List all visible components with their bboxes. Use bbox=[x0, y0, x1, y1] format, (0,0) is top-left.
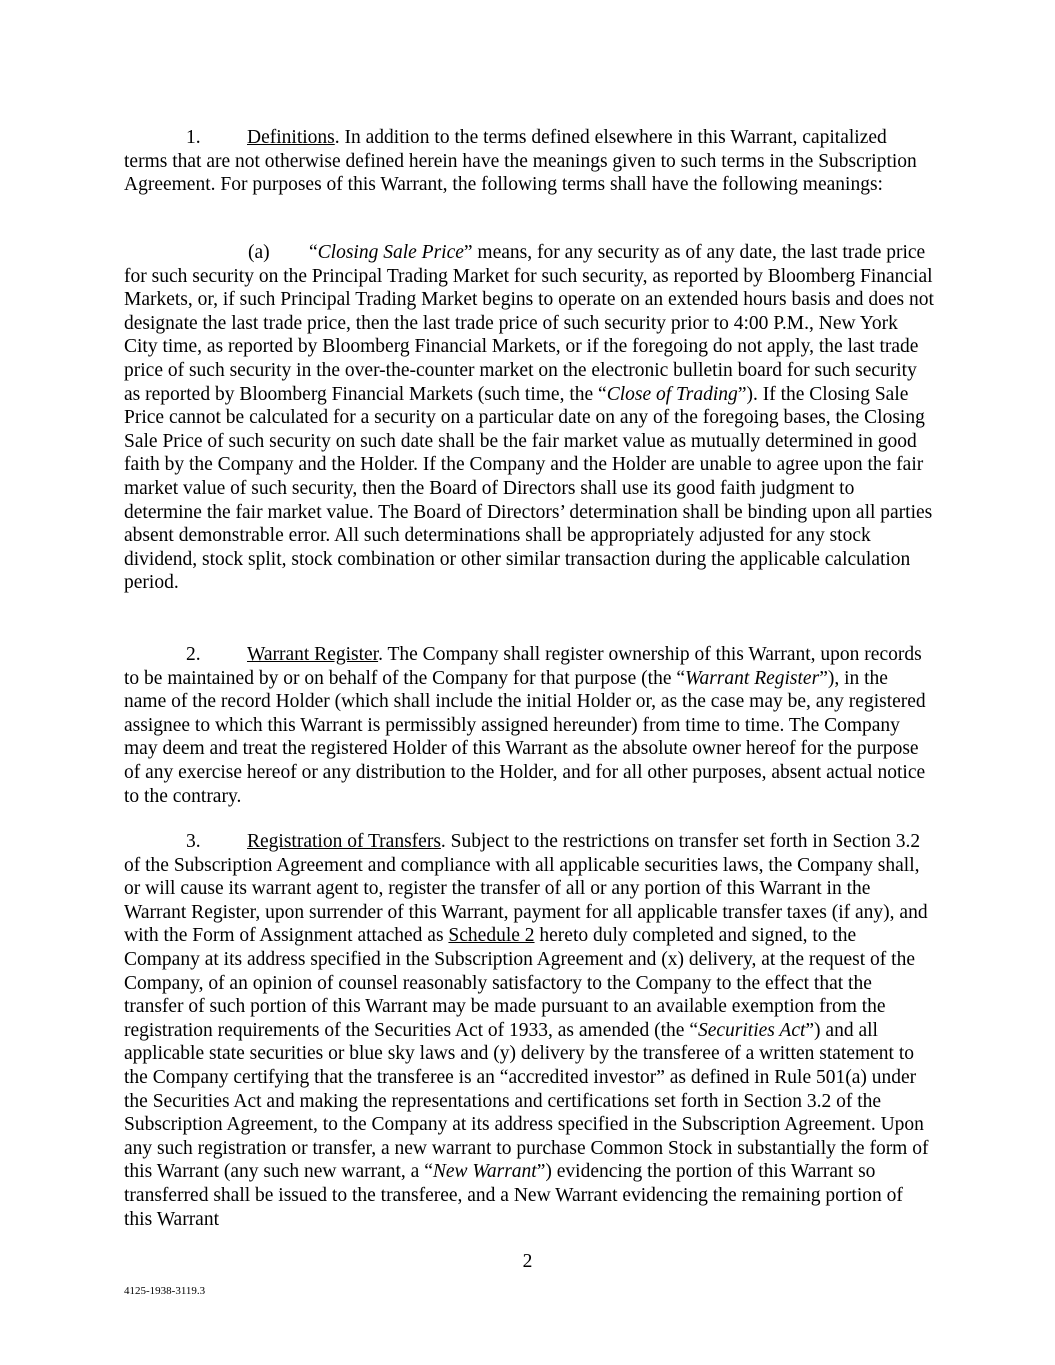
section-heading: Definitions bbox=[247, 127, 335, 148]
section-number: 1. bbox=[186, 127, 201, 148]
section-text: hereto duly completed and signed, to the Company at its address specified in the Subscription Agreement and (x) delivery, at the request of the Company, of an opinion of counsel reasonably satisfactory to the Company to the effect that the transfer of such portion of this Warrant may be made pursuant to an available exemption from the registration requirements of the Securities Act of 1933, as amended (the “ bbox=[124, 925, 915, 1041]
defined-term: New Warrant bbox=[432, 1161, 537, 1183]
section-heading: Registration of Transfers bbox=[247, 831, 441, 852]
section-text: . Subject to the restrictions on transfer set forth in Section 3.2 of the Subscription Agreement and compliance with all applicable securities laws, the Company shall, or will cause its warrant agent to, register the transfer of all or any portion of this Warrant in the Warrant Register, upon surrender of this Warrant, payment for all applicable transfer taxes (if any), and with the Form of Assignment attached as bbox=[124, 831, 928, 947]
subsection-label: (a) bbox=[248, 242, 270, 263]
subsection-text: ” means, for any security as of any date, the last trade price for such security on the Principal Trading Market for such security, as reported by Bloomberg Financial Markets, or, if such Principal Trading Market begins to operate on an extended hours basis and does not designate the last trade price, then the last trade price of such security prior to 4:00 P.M., New York City time, as reported by Bloomberg Financial Markets, or if the foregoing do not apply, the last trade price of such security in the over-the-counter market on the electronic bulletin board for such security as reported by Bloomberg Financial Markets (such time, the “ bbox=[124, 242, 934, 405]
section-text: ”), in the name of the record Holder (which shall include the initial Holder or, as the case may be, any registered assignee to which this Warrant is permissibly assigned hereunder) from time to time. The Company may deem and treat the registered Holder of this Warrant as the absolute owner hereof for the purpose of any exercise hereof or any distribution to the Holder, and for all other purposes, absent actual notice to the contrary. bbox=[124, 667, 926, 807]
section-number: 2. bbox=[186, 644, 201, 665]
section-1-definitions bbox=[124, 126, 934, 197]
document-id: 4125-1938-3119.3 bbox=[124, 1285, 206, 1297]
subsection-text: ”). If the Closing Sale Price cannot be calculated for a security on a particular date on any of the foregoing bases, the Closing Sale Price of such security on such date shall be the fair market value as mutually determined in good faith by the Company and the Holder. If the Company and the Holder are unable to agree upon the fair market value of such security, then the Board of Directors shall use its good faith judgment to determine the fair market value. The Board of Directors’ determination shall be binding upon all parties absent demonstrable error. All such determinations shall be appropriately adjusted for any stock dividend, stock split, stock combination or other similar transaction during the applicable calculation period. bbox=[124, 383, 933, 594]
subsection-1a-closing-sale-price bbox=[124, 241, 934, 595]
section-text: ”) and all applicable state securities or blue sky laws and (y) delivery by the transferee of a written statement to the Company certifying that the transferee is an “accredited investor” as defined in Rule 501(a) under the Securities Act and making the representations and certifications set forth in Section 3.2 of the Subscription Agreement, to the Company at its address specified in the Subscription Agreement. Upon any such registration or transfer, a new warrant to purchase Common Stock in substantially the form of this Warrant (any such new warrant, a “ bbox=[124, 1019, 929, 1183]
defined-term: Close of Trading bbox=[606, 383, 738, 405]
section-3-registration-of-transfers bbox=[124, 830, 934, 1231]
section-text: . In addition to the terms defined elsewhere in this Warrant, capitalized terms that are not otherwise defined herein have the meanings given to such terms in the Subscription Agreement. For purposes of this Warrant, the following terms shall have the following meanings: bbox=[124, 127, 917, 196]
defined-term: Warrant Register bbox=[685, 667, 820, 689]
page-number: 2 bbox=[522, 1251, 533, 1272]
section-text: . The Company shall register ownership of this Warrant, upon records to be maintained by or on behalf of the Company for that purpose (the “ bbox=[124, 644, 922, 689]
section-heading: Warrant Register bbox=[247, 644, 379, 665]
section-text: ”) evidencing the portion of this Warrant so transferred shall be issued to the transferee, and a New Warrant evidencing the remaining portion of this Warrant bbox=[124, 1161, 903, 1230]
schedule-reference: Schedule 2 bbox=[448, 925, 535, 947]
defined-term: Securities Act bbox=[697, 1019, 806, 1041]
defined-term: Closing Sale Price bbox=[317, 242, 464, 263]
quote-open: “ bbox=[309, 242, 318, 263]
section-2-warrant-register bbox=[124, 643, 934, 808]
section-number: 3. bbox=[186, 831, 201, 852]
